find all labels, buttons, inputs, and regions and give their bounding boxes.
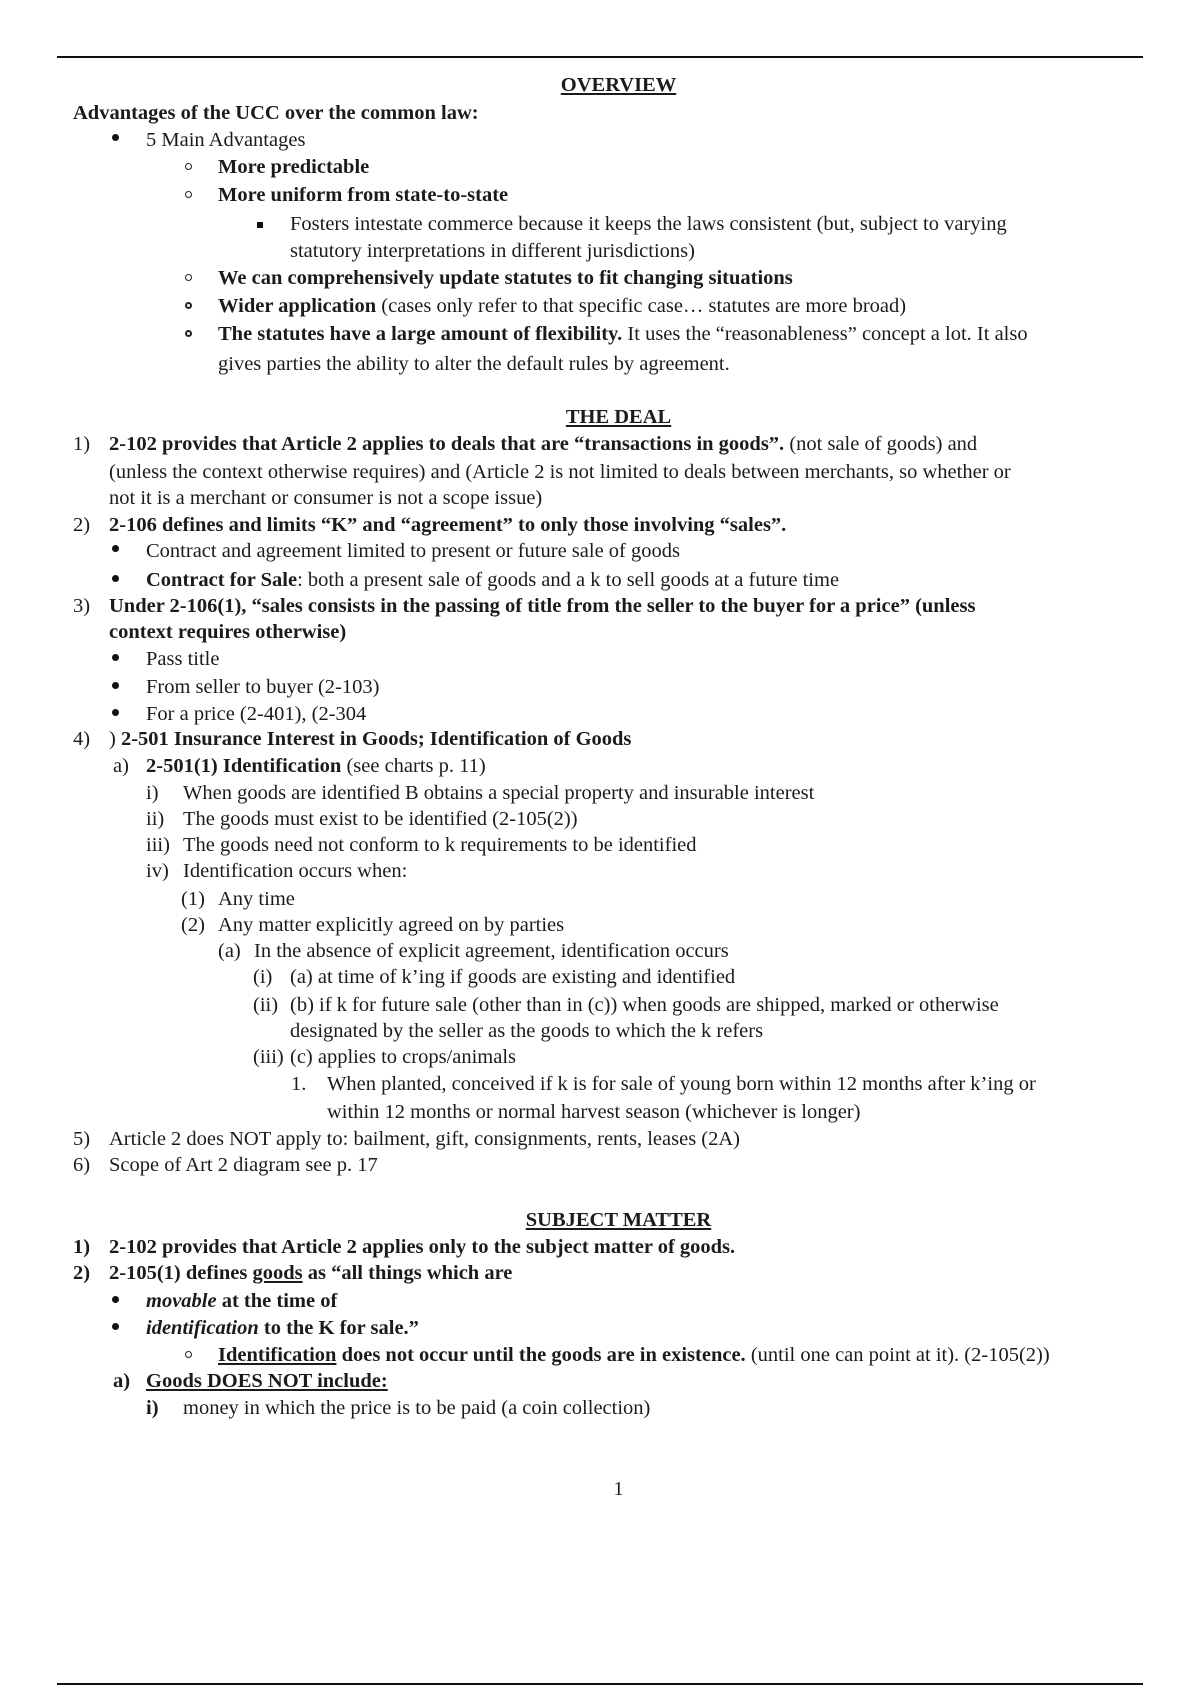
deal-roman-item: When goods are identified B obtains a special property and insurable interest [183, 782, 815, 804]
deal-item-5: Article 2 does NOT apply to: bailment, gift, consignments, rents, leases (2A) [109, 1128, 741, 1150]
deal-bullet: Contract for Sale: both a present sale of goods and a k to sell goods at a future time [146, 569, 840, 591]
subject-subitem-a: Goods DOES NOT include: [146, 1370, 388, 1392]
overview-item: The statutes have a large amount of flexibility. It uses the “reasonableness” concept a lot. It also [218, 323, 1028, 345]
deal-item-1: 2-102 provides that Article 2 applies to deals that are “transactions in goods”. (not sale of goods) and [109, 433, 978, 455]
circle-bullet-icon [185, 302, 192, 309]
deal-bullet: For a price (2-401), (2-304 [146, 703, 367, 725]
deal-paren-item: Any time [218, 888, 295, 910]
circle-bullet-icon [185, 330, 192, 337]
list-marker: 1) [73, 433, 91, 455]
list-marker: a) [113, 755, 129, 777]
deal-num-item: When planted, conceived if k is for sale of young born within 12 months after k’ing or [327, 1073, 1036, 1095]
list-marker: 1. [291, 1073, 307, 1095]
list-marker: i) [146, 782, 159, 804]
deal-bullet: Contract and agreement limited to present or future sale of goods [146, 540, 680, 562]
list-marker: 3) [73, 595, 91, 617]
deal-subitem-a: 2-501(1) Identification (see charts p. 11) [146, 755, 486, 777]
list-marker: (iii) [253, 1046, 284, 1068]
deal-roman-item: Identification occurs when: [183, 860, 408, 882]
top-rule [57, 56, 1143, 58]
subject-item-2: 2-105(1) defines goods as “all things which are [109, 1262, 513, 1284]
bullet-icon [112, 654, 119, 661]
square-bullet-icon [257, 222, 263, 228]
deal-num-item-cont: within 12 months or normal harvest season (whichever is longer) [327, 1101, 861, 1123]
list-marker: (a) [218, 940, 241, 962]
subject-item-1: 2-102 provides that Article 2 applies only to the subject matter of goods. [109, 1236, 736, 1258]
deal-roman-item: The goods must exist to be identified (2-105(2)) [183, 808, 578, 830]
subject-roman-item: money in which the price is to be paid (a coin collection) [183, 1397, 651, 1419]
deal-item-3-cont: context requires otherwise) [109, 621, 347, 643]
list-marker: i) [146, 1397, 159, 1419]
bullet-icon [112, 709, 119, 716]
bullet-icon [112, 575, 119, 582]
overview-item: We can comprehensively update statutes to fit changing situations [218, 267, 793, 289]
deal-bullet: Pass title [146, 648, 220, 670]
circle-bullet-icon [185, 191, 192, 198]
list-marker: ii) [146, 808, 165, 830]
deal-item-4: ) 2-501 Insurance Interest in Goods; Identification of Goods [109, 728, 632, 750]
list-marker: 6) [73, 1154, 91, 1176]
deal-sub-item: (b) if k for future sale (other than in (c)) when goods are shipped, marked or otherwise [290, 994, 999, 1016]
list-marker: (ii) [253, 994, 279, 1016]
deal-item-1-cont: (unless the context otherwise requires) and (Article 2 is not limited to deals between merchants, so whether or [109, 461, 1011, 483]
deal-item-6: Scope of Art 2 diagram see p. 17 [109, 1154, 378, 1176]
list-marker: a) [113, 1370, 131, 1392]
list-marker: 4) [73, 728, 91, 750]
overview-intro: Advantages of the UCC over the common law: [73, 102, 479, 124]
deal-item-3: Under 2-106(1), “sales consists in the passing of title from the seller to the buyer for a price” (unless [109, 595, 976, 617]
bullet-icon [112, 134, 119, 141]
deal-sub-item: (c) applies to crops/animals [290, 1046, 517, 1068]
circle-bullet-icon [185, 163, 192, 170]
list-marker: iv) [146, 860, 169, 882]
circle-bullet-icon [185, 1351, 192, 1358]
subject-heading: SUBJECT MATTER [525, 1209, 712, 1231]
overview-subitem: Fosters intestate commerce because it keeps the laws consistent (but, subject to varying [290, 213, 1007, 235]
overview-item: Wider application (cases only refer to that specific case… statutes are more broad) [218, 295, 907, 317]
deal-bullet: From seller to buyer (2-103) [146, 676, 380, 698]
deal-sub-item-cont: designated by the seller as the goods to which the k refers [290, 1020, 764, 1042]
overview-bullet: 5 Main Advantages [146, 129, 306, 151]
subject-bullet: movable at the time of [146, 1290, 338, 1312]
bullet-icon [112, 545, 119, 552]
bullet-icon [112, 682, 119, 689]
overview-item: More predictable [218, 156, 370, 178]
deal-item-1-cont: not it is a merchant or consumer is not a scope issue) [109, 487, 543, 509]
list-marker: 2) [73, 514, 91, 536]
list-marker: 5) [73, 1128, 91, 1150]
circle-bullet-icon [185, 274, 192, 281]
deal-sub-item: (a) at time of k’ing if goods are existing and identified [290, 966, 736, 988]
subject-subbullet: Identification does not occur until the goods are in existence. (until one can point at it). (2-105(2)) [218, 1344, 1050, 1366]
deal-item-2: 2-106 defines and limits “K” and “agreement” to only those involving “sales”. [109, 514, 787, 536]
list-marker: 2) [73, 1262, 91, 1284]
bullet-icon [112, 1323, 119, 1330]
deal-paren-item: Any matter explicitly agreed on by parties [218, 914, 565, 936]
overview-item: More uniform from state-to-state [218, 184, 509, 206]
overview-heading: OVERVIEW [560, 74, 677, 96]
list-marker: (2) [181, 914, 205, 936]
list-marker: (i) [253, 966, 273, 988]
page-number: 1 [613, 1478, 624, 1500]
list-marker: iii) [146, 834, 170, 856]
overview-item-cont: gives parties the ability to alter the default rules by agreement. [218, 353, 730, 375]
list-marker: 1) [73, 1236, 91, 1258]
deal-heading: THE DEAL [565, 406, 672, 428]
bottom-rule [57, 1683, 1143, 1685]
list-marker: (1) [181, 888, 205, 910]
bullet-icon [112, 1296, 119, 1303]
overview-subitem-cont: statutory interpretations in different jurisdictions) [290, 240, 695, 262]
deal-roman-item: The goods need not conform to k requirements to be identified [183, 834, 697, 856]
deal-pa-item: In the absence of explicit agreement, identification occurs [254, 940, 729, 962]
subject-bullet: identification to the K for sale.” [146, 1317, 419, 1339]
